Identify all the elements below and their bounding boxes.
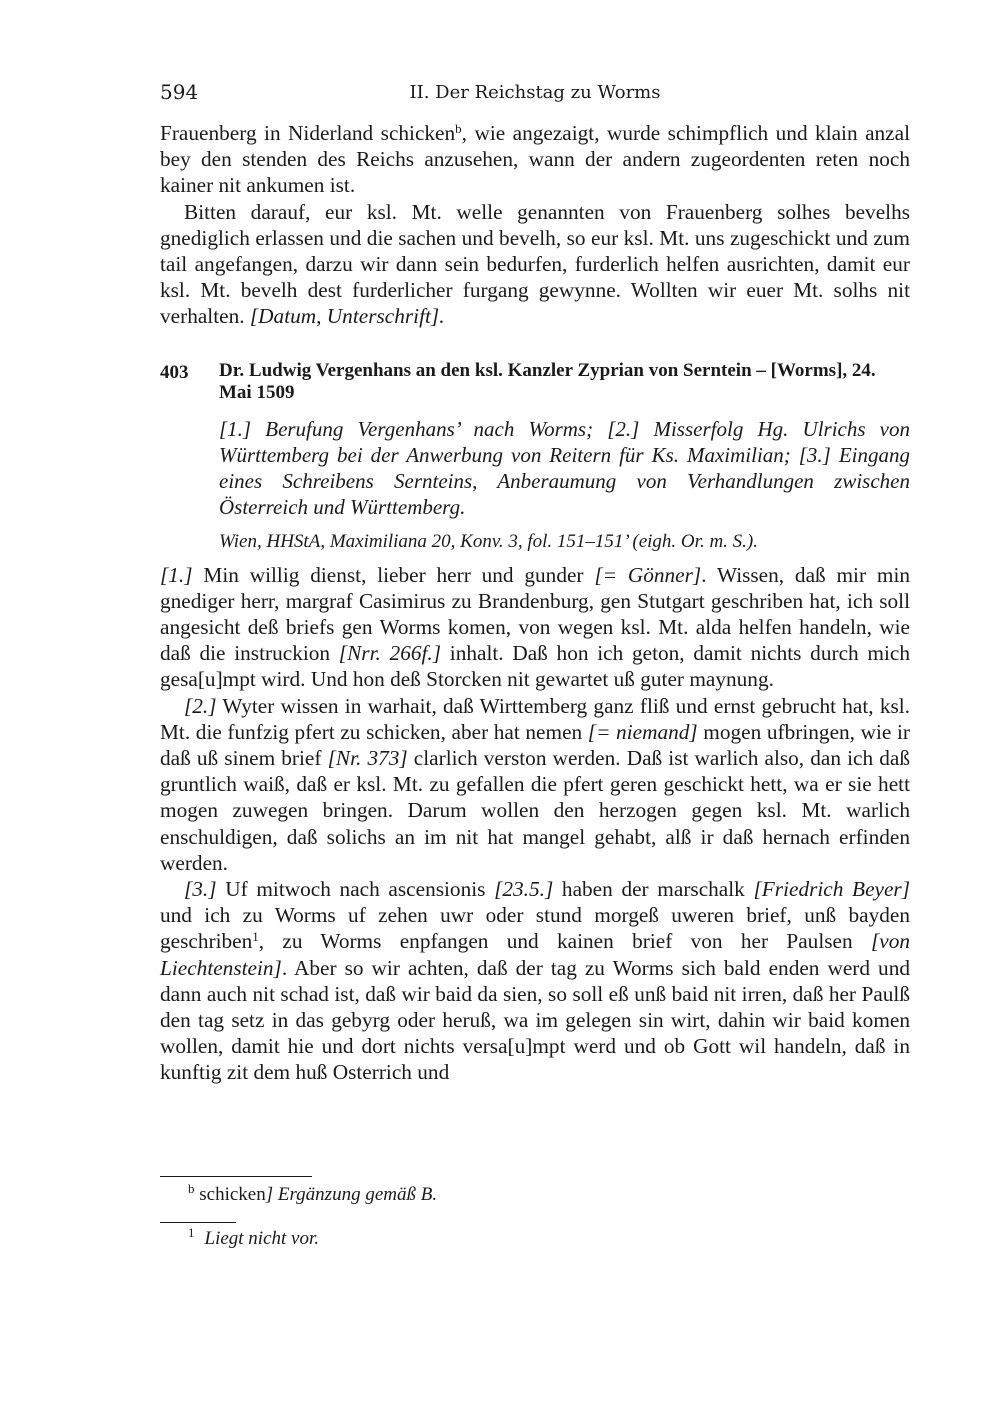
footnote-lemma: schicken xyxy=(194,1184,266,1205)
editorial-note: [Friedrich Beyer] xyxy=(753,877,910,902)
footnote-rule xyxy=(160,1222,236,1223)
running-header xyxy=(160,80,910,108)
editorial-note: [Nr. 373] xyxy=(327,746,408,771)
text-run: Frauenberg in Niderland schicken xyxy=(160,121,456,145)
paragraph xyxy=(160,693,910,876)
document-regest: [1.] Berufung Vergenhans’ nach Worms; [2.] Misserfolg Hg. Ulrichs von Württemberg bei der Anwerbung von Reitern für Ks. Maximilian; [3.] Eingang eines Schreibens Sernteins, Anberaumung von Verhandlungen zwischen Österreich und Württemberg. xyxy=(219,416,910,519)
footnote-text: Liegt nicht vor. xyxy=(204,1228,320,1249)
text-run: Min willig dienst, lieber herr und gunder xyxy=(192,562,595,587)
text-run: inhalt. Daß hon ich geton, damit nichts durch mich gesa[u]mpt wird. Und hon deß Storcken nit gewartet uß guter maynung. xyxy=(160,641,910,692)
footnote-b xyxy=(188,1181,438,1206)
text-run: Wyter wissen in warhait, daß Wirttemberg ganz fliß und ernst gebrucht hat, ksl. Mt. die funfzig pfert zu schicken, aber hat nemen xyxy=(160,693,910,744)
paragraph xyxy=(160,120,910,199)
editorial-note: [von Liechtenstein] xyxy=(160,929,910,980)
page-body xyxy=(160,120,910,1086)
editorial-note: [Datum, Unterschrift]. xyxy=(249,304,445,329)
page xyxy=(160,0,910,1418)
text-run: , wie angezaigt, wurde schimpflich und klain anzal bey den stenden des Reichs anzusehen, wann der andern zugeordenten reten noch kainer nit ankumen ist. xyxy=(160,121,910,198)
page-number: 594 xyxy=(160,80,199,104)
paragraph xyxy=(160,562,910,693)
section-number: [2.] xyxy=(184,693,217,718)
running-title: II. Der Reichstag zu Worms xyxy=(409,82,661,103)
text-run: und ich zu Worms uf zehen uwr oder stund morgeß uweren brief, unß bayden geschriben xyxy=(160,903,910,954)
footnote-rule xyxy=(160,1176,312,1177)
text-run: . Wissen, daß mir min gnediger herr, margraf Casimirus zu Brandenburg, gen Stutgart geschriben hat, ich soll angesicht deß briefs gen Worms komen, von wegen ksl. Mt. alda helfen handeln, wie daß die instruckion xyxy=(160,562,911,666)
paragraph xyxy=(160,876,910,1086)
footnote-mark-b: b xyxy=(455,121,462,136)
text-run: Uf mitwoch nach ascensionis xyxy=(216,877,495,902)
editorial-note: [Nrr. 266f.] xyxy=(338,641,442,666)
footnote-label: 1 xyxy=(188,1225,195,1240)
editorial-note: [= niemand] xyxy=(587,719,698,744)
editorial-note: [= Gönner] xyxy=(594,562,702,587)
section-number: [3.] xyxy=(184,877,217,902)
text-run: clarlich verston werden. Daß ist warlich also, dan ich daß gruntlich waiß, daß er ksl. Mt. zu gefallen die pfert geren geschickt hett, wa er sie hett mogen zuwegen bringen. Darum wollen den herzogen gegen ksl. Mt. warlich enschuldigen, daß solichs an im nit hat mangel gehabt, alß ir daß hernach erfinden werden. xyxy=(160,746,910,875)
footnote-text: ] Ergänzung gemäß B. xyxy=(265,1184,438,1205)
paragraph xyxy=(160,199,910,330)
footnote-mark-1: 1 xyxy=(252,929,259,945)
text-run: haben der marschalk xyxy=(553,877,754,902)
document-source: Wien, HHStA, Maximiliana 20, Konv. 3, fol. 151–151’ (eigh. Or. m. S.). xyxy=(219,530,758,552)
text-run: Bitten darauf, eur ksl. Mt. welle genannten von Frauenberg solhes bevelhs gnediglich erlassen und die sachen und bevelh, so eur ksl. Mt. uns zugeschickt und zum tail angefangen, darzu wir dann sein bedurfen, furderlich helfen ausrichten, damit eur ksl. Mt. bevelh dest furderlicher furgang gewynne. Wollten wir euer Mt. solhs nit verhalten. xyxy=(160,199,910,329)
document-title: Dr. Ludwig Vergenhans an den ksl. Kanzler Zyprian von Serntein – [Worms], 24. Mai 1509 xyxy=(219,359,876,403)
text-run: , zu Worms enpfangen und kainen brief von her Paulsen xyxy=(258,929,871,954)
text-run: mogen ufbringen, wie ir daß uß sinem brief xyxy=(160,719,910,771)
editorial-note: [23.5.] xyxy=(494,877,554,902)
section-number: [1.] xyxy=(160,562,193,587)
document-number: 403 xyxy=(160,361,189,383)
footnote-label: b xyxy=(188,1181,195,1196)
text-run: . Aber so wir achten, daß der tag zu Worms sich bald enden werd und dann auch nit schad ist, daß wir baid da sien, so soll eß unß baid nit irren, daß her Paulß den tag setz in das gebyrg oder heruß, wa im gelegen sin wirt, dahin wir baid komen wollen, damit hie und dort nichts versa[u]mpt werd und ob Gott wil handeln, daß in kunftig zit dem huß Osterrich und xyxy=(160,955,910,1085)
footnote-1 xyxy=(188,1225,320,1250)
document-heading xyxy=(160,360,910,554)
